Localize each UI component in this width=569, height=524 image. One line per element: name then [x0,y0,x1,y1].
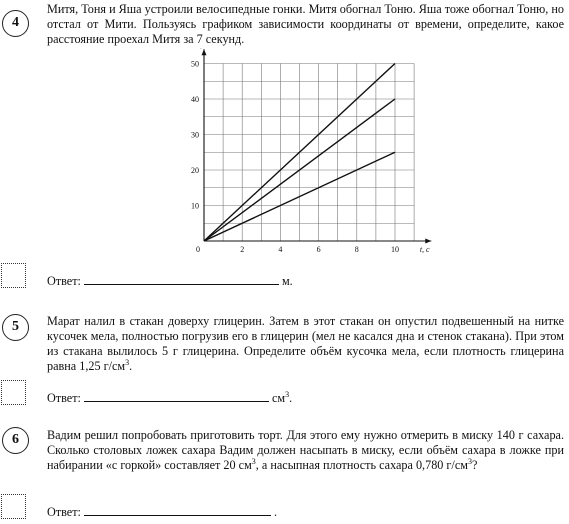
answer-unit: . [273,505,277,519]
superscript: 3 [251,457,256,466]
question-5-text [47,314,564,374]
question-6-body-cont: , а насыпная плотность сахара 0,780 г/см [255,458,468,472]
question-number-6: 6 [2,427,29,454]
answer-box-6[interactable] [1,494,26,519]
x-tick-label: 6 [316,245,321,254]
y-axis-label [196,48,210,49]
answer-unit-end: . [289,391,293,405]
question-5-end: . [129,359,133,373]
x-tick-label: 8 [354,245,359,254]
answer-label: Ответ: [47,274,81,288]
question-6-body: Вадим решил попробовать приготовить торт. Для этого ему нужно отмерить в миску 140 г сахара. Сколько столовых ложек сахара Вадим должен насыпать в миску, если объём сахара в ложке при набирании «с горкой» составляет 20 см [47,428,564,472]
answer-box-5[interactable] [1,380,26,405]
origin-label: 0 [196,245,200,254]
question-number-4: 4 [2,10,29,37]
answer-input-5[interactable] [84,390,269,402]
answer-row-5 [47,390,292,406]
answer-unit: м. [281,274,293,288]
y-tick-label: 20 [191,166,199,175]
graph-axes [202,49,432,243]
x-axis-label: t, с [419,245,430,254]
y-axis-arrow [202,49,207,55]
answer-row-4 [47,273,293,289]
y-tick-label: 10 [191,201,199,211]
superscript: 3 [125,358,130,367]
answer-unit: см [271,391,286,405]
coordinate-time-graph [172,48,442,260]
x-axis-arrow [425,239,431,244]
graph-grid [204,64,414,242]
x-tick-label: 2 [240,245,245,254]
y-tick-label: 30 [191,130,199,140]
y-tick-label: 40 [191,95,199,104]
x-tick-label: 10 [391,245,399,254]
question-5-body: Марат налил в стакан доверху глицерин. Затем в этот стакан он опустил подвешенный на нитке кусочек мела, полностью погрузив его в глицерин (мел не касался дна и стенок стакана). При этом из стакана вылилось 5 г глицерина. Определите объём кусочка мела, если плотность глицерина равна 1,25 г/см [47,314,564,373]
question-6-end: ? [471,458,478,472]
answer-input-4[interactable] [84,273,279,285]
x-tick-label: 4 [278,245,283,254]
superscript: 3 [467,457,472,466]
answer-input-6[interactable] [84,504,271,516]
question-number-5: 5 [2,314,29,341]
answer-row-6 [47,504,277,520]
answer-label: Ответ: [47,391,81,405]
question-4-text: Митя, Тоня и Яша устроили велосипедные гонки. Митя обогнал Тоню. Яша тоже обогнал Тоню, но отстал от Мити. Пользуясь графиком зависимости координаты от времени, определите, какое расстояние проехал Митя за 7 секунд. [47,2,564,46]
answer-unit-superscript: 3 [285,390,290,399]
answer-box-4[interactable] [1,263,26,288]
answer-label: Ответ: [47,505,81,519]
y-tick-label: 50 [191,59,199,69]
question-6-text [47,428,564,473]
